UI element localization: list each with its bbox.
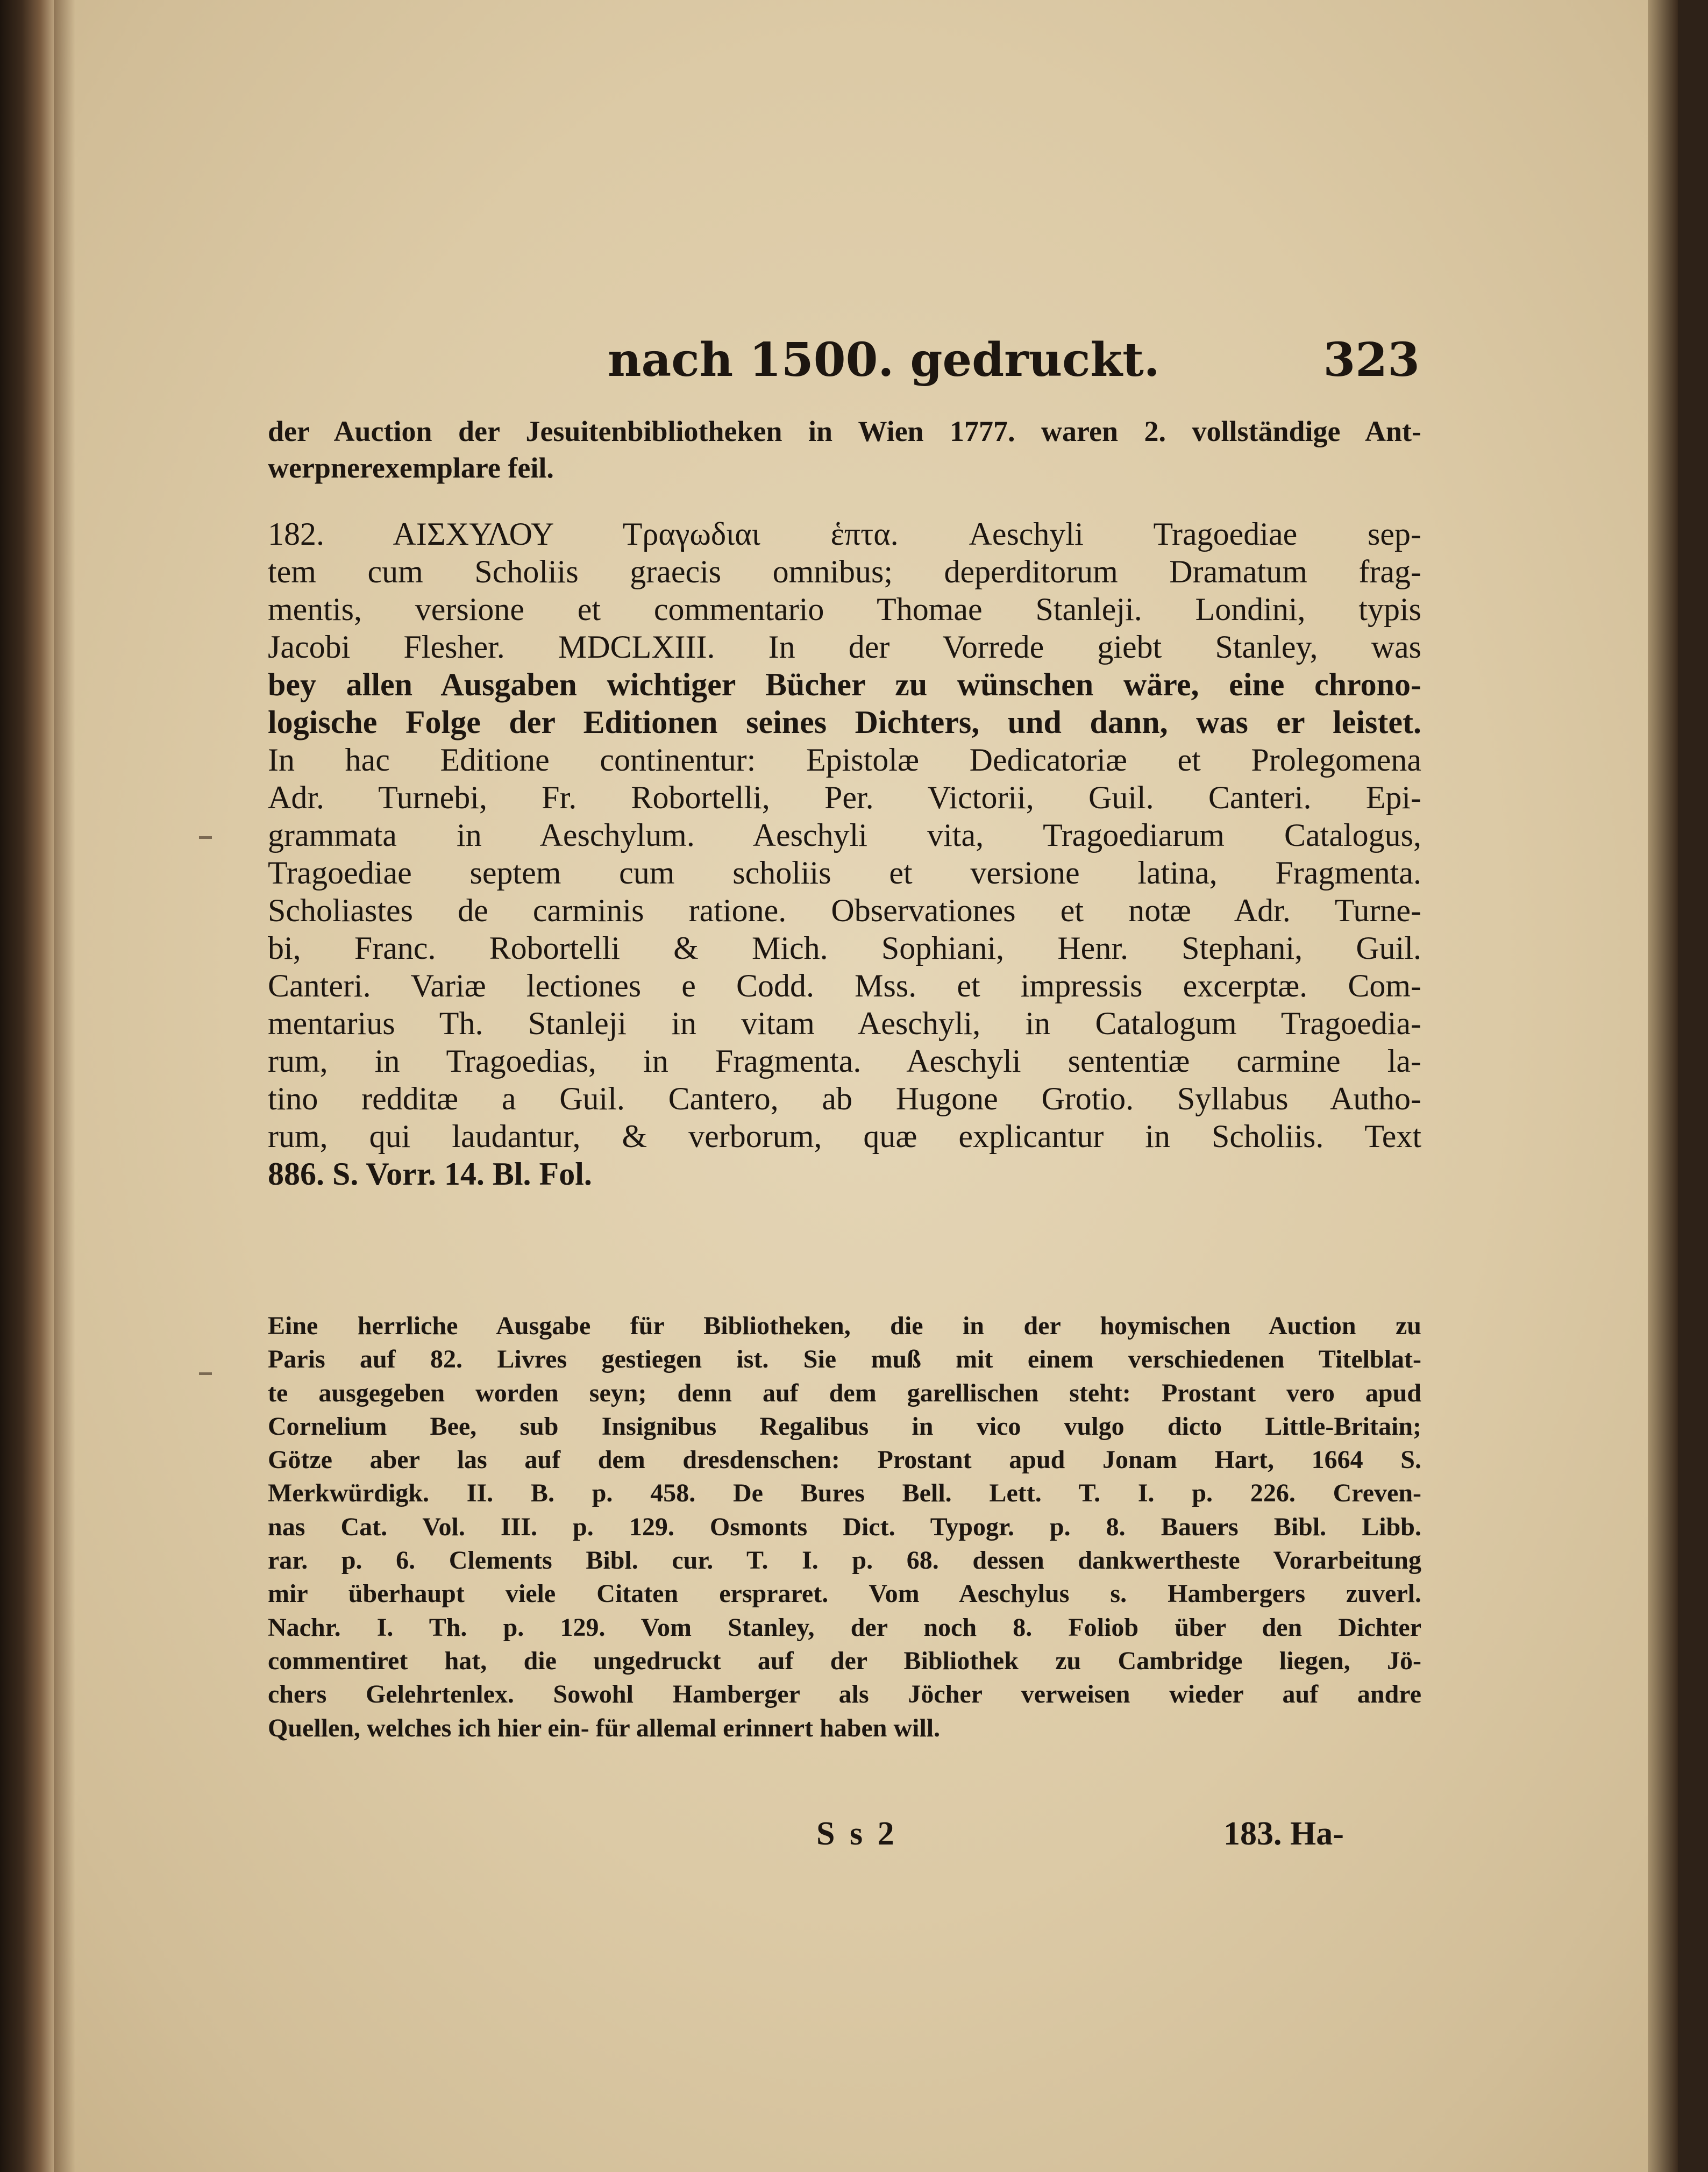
text-line: rum, in Tragoedias, in Fragmenta. Aeschyli sententiæ carmine la-	[268, 1043, 1421, 1079]
signature-mark: S s 2	[816, 1815, 898, 1852]
text-line: der Auction der Jesuitenbibliotheken in Wien 1777. waren 2. vollständige Ant-	[268, 415, 1421, 447]
text-line: 182. ΑΙΣΧΥΛΟΥ Τραγωδιαι ἑπτα. Aeschyli Tragoediae sep-	[268, 516, 1421, 552]
text-line: Nachr. I. Th. p. 129. Vom Stanley, der noch 8. Foliob über den Dichter	[268, 1613, 1421, 1642]
text-line: Paris auf 82. Livres gestiegen ist. Sie muß mit einem verschiedenen Titelblat-	[268, 1345, 1421, 1374]
commentary-note	[268, 1309, 1421, 1745]
text-line: Canteri. Variæ lectiones e Codd. Mss. et impressis excerptæ. Com-	[268, 968, 1421, 1003]
page-number: 323	[1323, 333, 1420, 387]
text-line: grammata in Aeschylum. Aeschyli vita, Tragoediarum Catalogus,	[268, 817, 1421, 853]
text-line: nas Cat. Vol. III. p. 129. Osmonts Dict. Typogr. p. 8. Bauers Bibl. Libb.	[268, 1512, 1421, 1541]
text-line: mentis, versione et commentario Thomae Stanleji. Londini, typis	[268, 592, 1421, 627]
text-line: In hac Editione continentur: Epistolæ Dedicatoriæ et Prolegomena	[268, 742, 1421, 778]
text-line: rum, qui laudantur, & verborum, quæ explicantur in Scholiis. Text	[268, 1119, 1421, 1154]
text-line: 886. S. Vorr. 14. Bl. Fol.	[268, 1156, 592, 1192]
intro-paragraph	[268, 413, 1421, 486]
text-line: commentiret hat, die ungedruckt auf der Bibliothek zu Cambridge liegen, Jö-	[268, 1646, 1421, 1675]
text-line: tino redditæ a Guil. Cantero, ab Hugone Grotio. Syllabus Autho-	[268, 1081, 1421, 1116]
catchword: 183. Ha-	[1223, 1815, 1344, 1852]
book-spine-edge	[0, 0, 54, 2172]
text-line: Adr. Turnebi, Fr. Robortelli, Per. Victorii, Guil. Canteri. Epi-	[268, 780, 1421, 815]
text-line: Merkwürdigk. II. B. p. 458. De Bures Bell. Lett. T. I. p. 226. Creven-	[268, 1479, 1421, 1508]
running-head	[608, 331, 1420, 390]
text-line: rar. p. 6. Clements Bibl. cur. T. I. p. 68. dessen dankwertheste Vorarbeitung	[268, 1546, 1421, 1575]
text-line: Cornelium Bee, sub Insignibus Regalibus in vico vulgo dicto Little-Britain;	[268, 1412, 1421, 1441]
margin-mark	[199, 1372, 212, 1375]
text-line: Götze aber las auf dem dresdenschen: Prostant apud Jonam Hart, 1664 S.	[268, 1445, 1421, 1475]
text-line: mentarius Th. Stanleji in vitam Aeschyli, in Catalogum Tragoedia-	[268, 1006, 1421, 1041]
bibliography-entry-182	[268, 515, 1421, 1193]
text-line: werpnerexemplare feil.	[268, 452, 554, 484]
text-line: Quellen, welches ich hier ein- für allemal erinnert haben will.	[268, 1713, 941, 1742]
text-line: mir überhaupt viele Citaten erspraret. Vom Aeschylus s. Hambergers zuverl.	[268, 1579, 1421, 1608]
text-line: Jacobi Flesher. MDCLXIII. In der Vorrede giebt Stanley, was	[268, 629, 1421, 665]
text-line: te ausgegeben worden seyn; denn auf dem garellischen steht: Prostant vero apud	[268, 1378, 1421, 1407]
text-line: tem cum Scholiis graecis omnibus; deperditorum Dramatum frag-	[268, 554, 1421, 589]
text-line: logische Folge der Editionen seines Dichters, und dann, was er leistet.	[268, 704, 1421, 740]
margin-mark	[199, 836, 212, 839]
running-title: nach 1500. gedruckt.	[608, 333, 1160, 387]
text-line: bey allen Ausgaben wichtiger Bücher zu wünschen wäre, eine chrono-	[268, 667, 1421, 702]
text-line: Eine herrliche Ausgabe für Bibliotheken, die in der hoymischen Auction zu	[268, 1312, 1421, 1340]
page-edge-shadow	[1648, 0, 1678, 2172]
text-line: chers Gelehrtenlex. Sowohl Hamberger als Jöcher verweisen wieder auf andre	[268, 1680, 1421, 1709]
text-line: bi, Franc. Robortelli & Mich. Sophiani, Henr. Stephani, Guil.	[268, 930, 1421, 966]
text-line: Scholiastes de carminis ratione. Observationes et notæ Adr. Turne-	[268, 893, 1421, 928]
text-line: Tragoediae septem cum scholiis et versione latina, Fragmenta.	[268, 855, 1421, 891]
gutter-shadow	[54, 0, 75, 2172]
book-page	[54, 0, 1678, 2172]
